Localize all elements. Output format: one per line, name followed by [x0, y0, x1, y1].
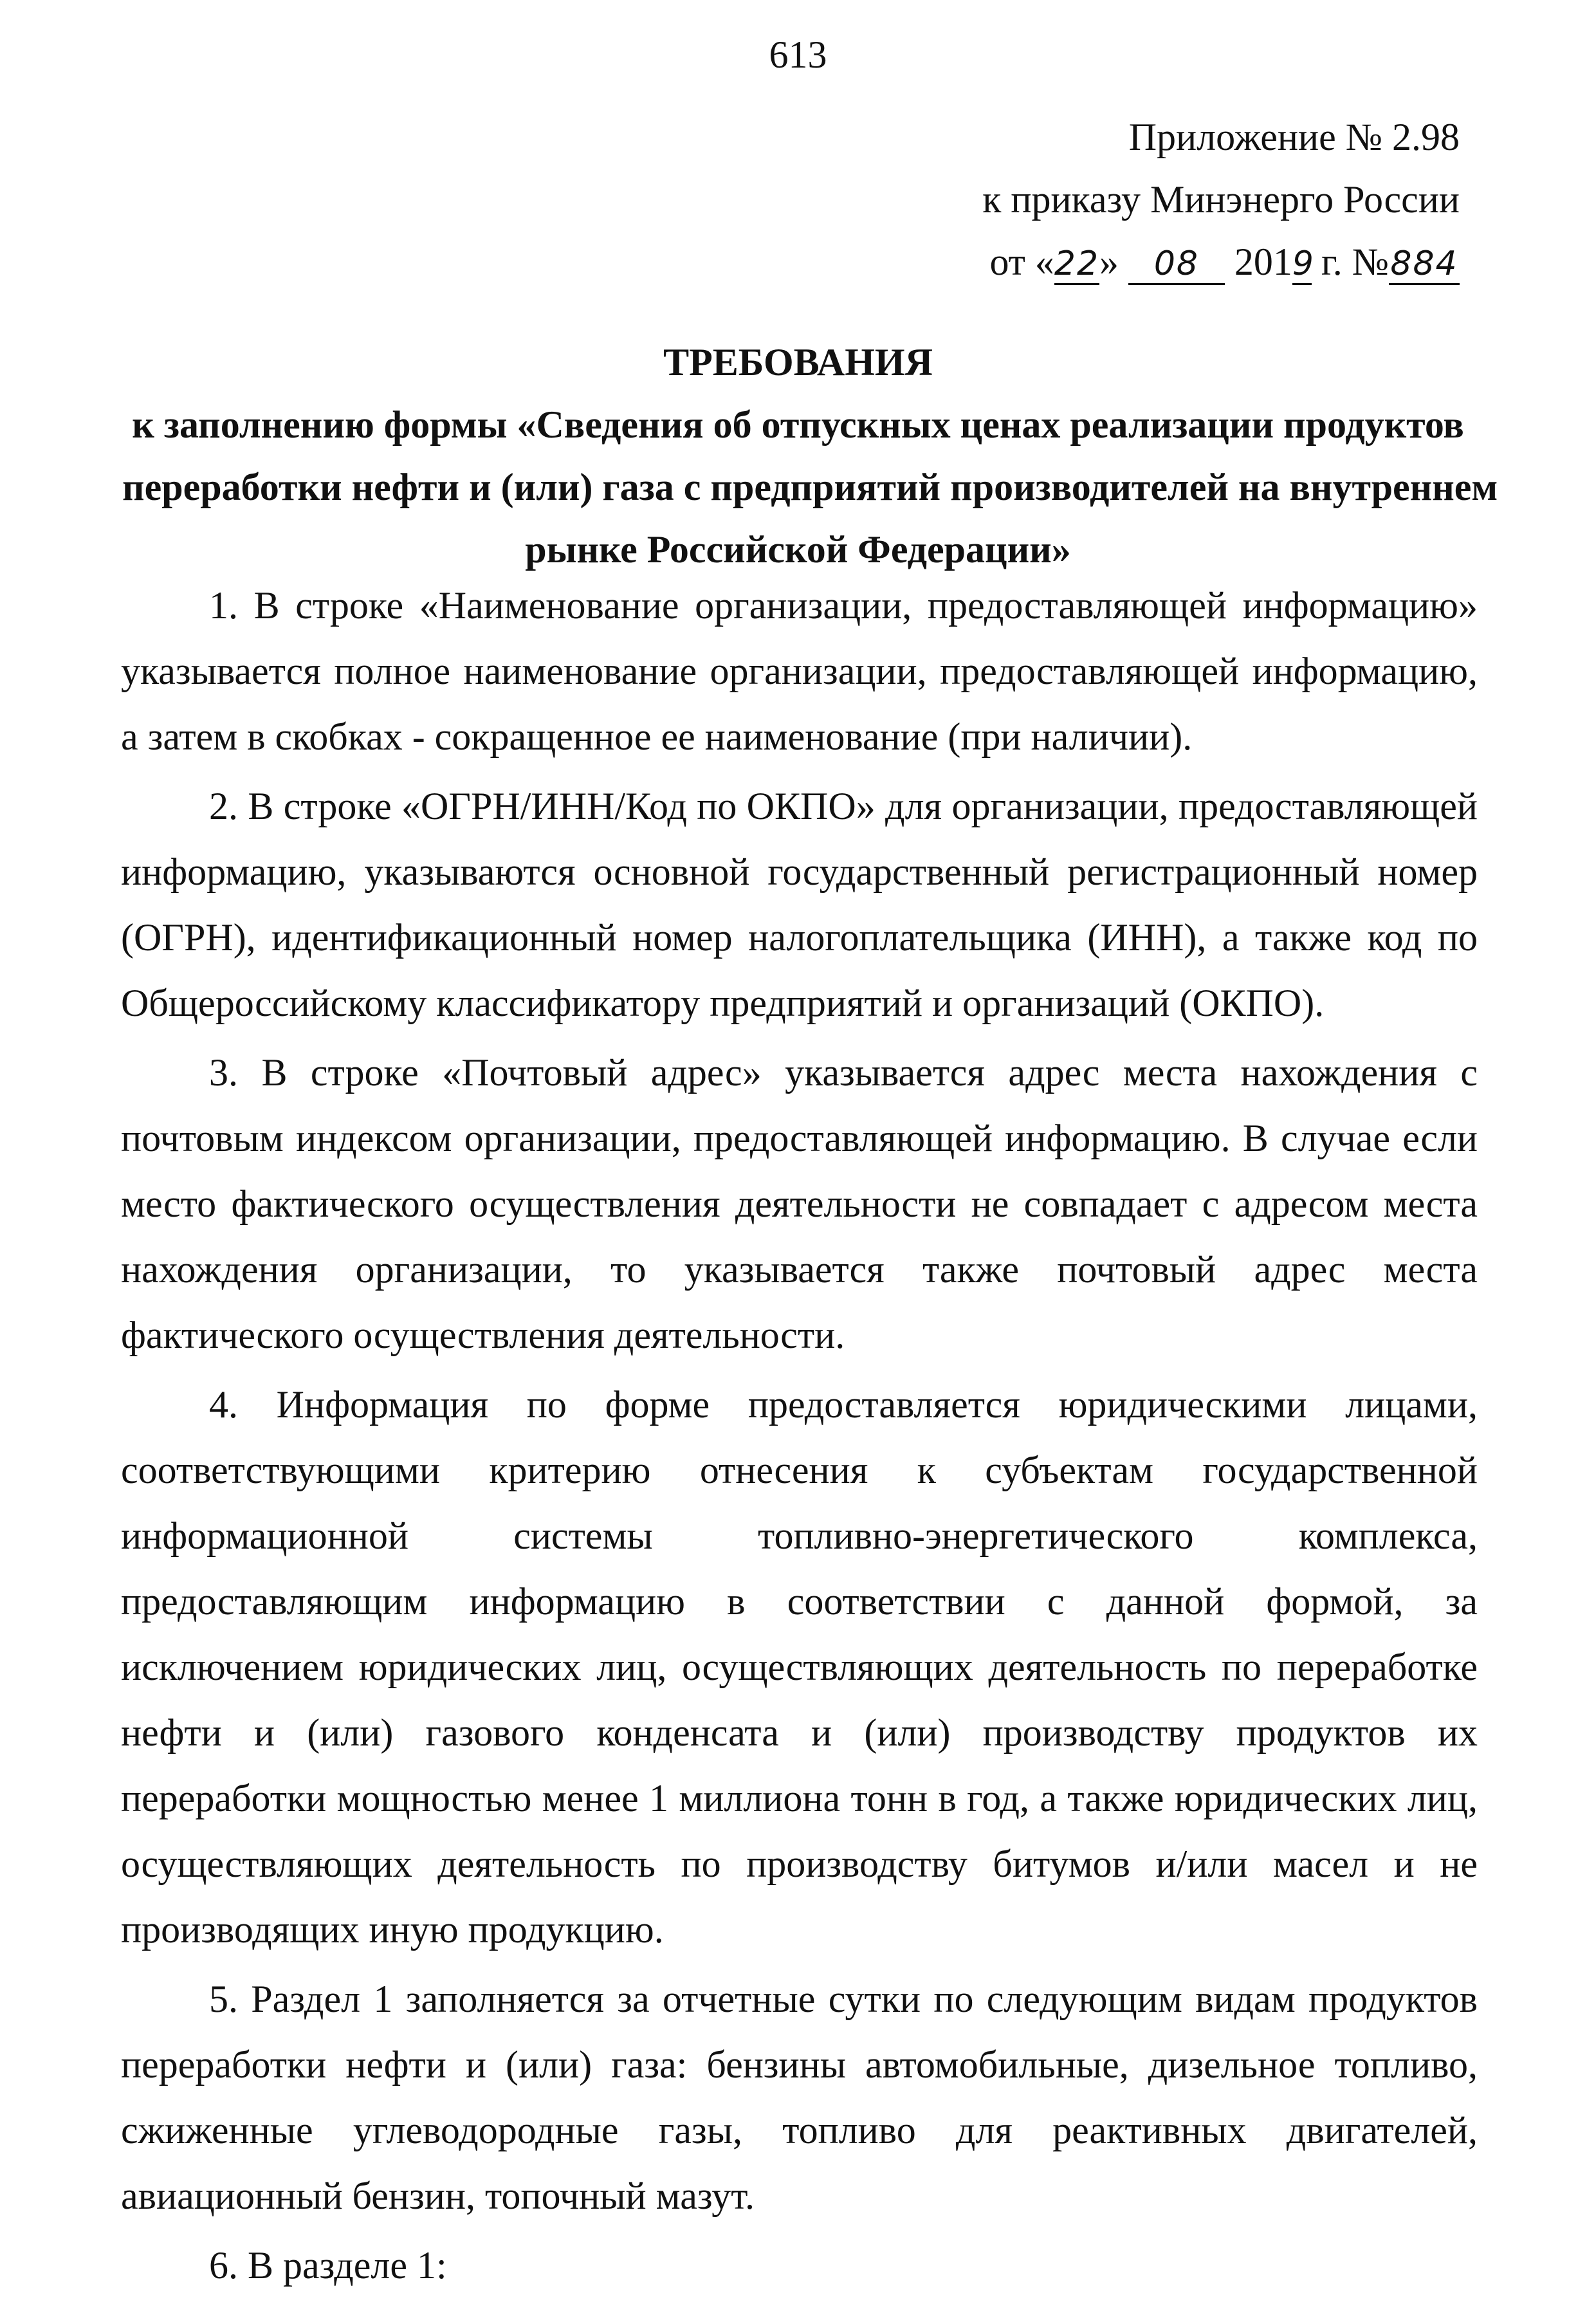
paragraph-1: 1. В строке «Наименование организации, предоставляющей информацию» указывается полное наименование организации, предоставляющей информацию, а затем в скобках - сокращенное ее наименование (при наличии).	[121, 584, 1478, 758]
title-line-2: переработки нефти и (или) газа с предприятий производителей на внутреннем	[122, 466, 1498, 508]
page-number: 613	[769, 33, 827, 76]
handwritten-day: 22	[1054, 244, 1100, 283]
handwritten-month: 08	[1153, 244, 1199, 283]
paragraph-4: 4. Информация по форме предоставляется юридическими лицами, соответствующими критерию отнесения к субъектам государственной информационной системы топливно-энергетического комплекса, предоставляющим информацию в соответствии с данной формой, за исключением юридических лиц, осуществляющих деятельность по переработке нефти и (или) газового конденсата и (или) производству продуктов их переработки мощностью менее 1 миллиона тонн в год, а также юридических лиц, осуществляющих деятельность по производству битумов и/или масел и не производящих иную продукцию.	[121, 1383, 1478, 1951]
document-body	[121, 573, 1478, 2302]
document-title	[122, 331, 1498, 581]
year-prefix: 201	[1234, 241, 1292, 283]
title-line-1: к заполнению формы «Сведения об отпускных ценах реализации продуктов	[132, 403, 1464, 446]
appendix-title: Приложение № 2.98	[1128, 116, 1460, 158]
appendix-order-ref: к приказу Минэнерго России	[982, 178, 1460, 221]
paragraph-5: 5. Раздел 1 заполняется за отчетные сутки по следующим видам продуктов переработки нефти и (или) газа: бензины автомобильные, дизельное топливо, сжиженные углеводородные газы, топливо для реактивных двигателей, авиационный бензин, топочный мазут.	[121, 1978, 1478, 2217]
handwritten-order-number: 884	[1390, 244, 1458, 283]
paragraph-2: 2. В строке «ОГРН/ИНН/Код по ОКПО» для организации, предоставляющей информацию, указываются основной государственный регистрационный номер (ОГРН), идентификационный номер налогоплательщика (ИНН), а также код по Общероссийскому классификатору предприятий и организаций (ОКПО).	[121, 785, 1478, 1024]
paragraph-6: 6. В разделе 1:	[209, 2244, 447, 2287]
date-separator: »	[1099, 241, 1119, 283]
handwritten-year-digit: 9	[1292, 244, 1315, 283]
year-suffix: г. №	[1311, 241, 1389, 283]
appendix-header	[816, 106, 1460, 293]
appendix-date-line	[816, 231, 1460, 293]
paragraph-3: 3. В строке «Почтовый адрес» указывается адрес места нахождения с почтовым индексом организации, предоставляющей информацию. В случае если место фактического осуществления деятельности не совпадает с адресом места нахождения организации, то указывается также почтовый адрес места фактического осуществления деятельности.	[121, 1051, 1478, 1356]
date-prefix: от «	[989, 241, 1054, 283]
title-line-3: рынке Российской Федерации»	[525, 528, 1071, 571]
title-heading: ТРЕБОВАНИЯ	[663, 341, 933, 383]
